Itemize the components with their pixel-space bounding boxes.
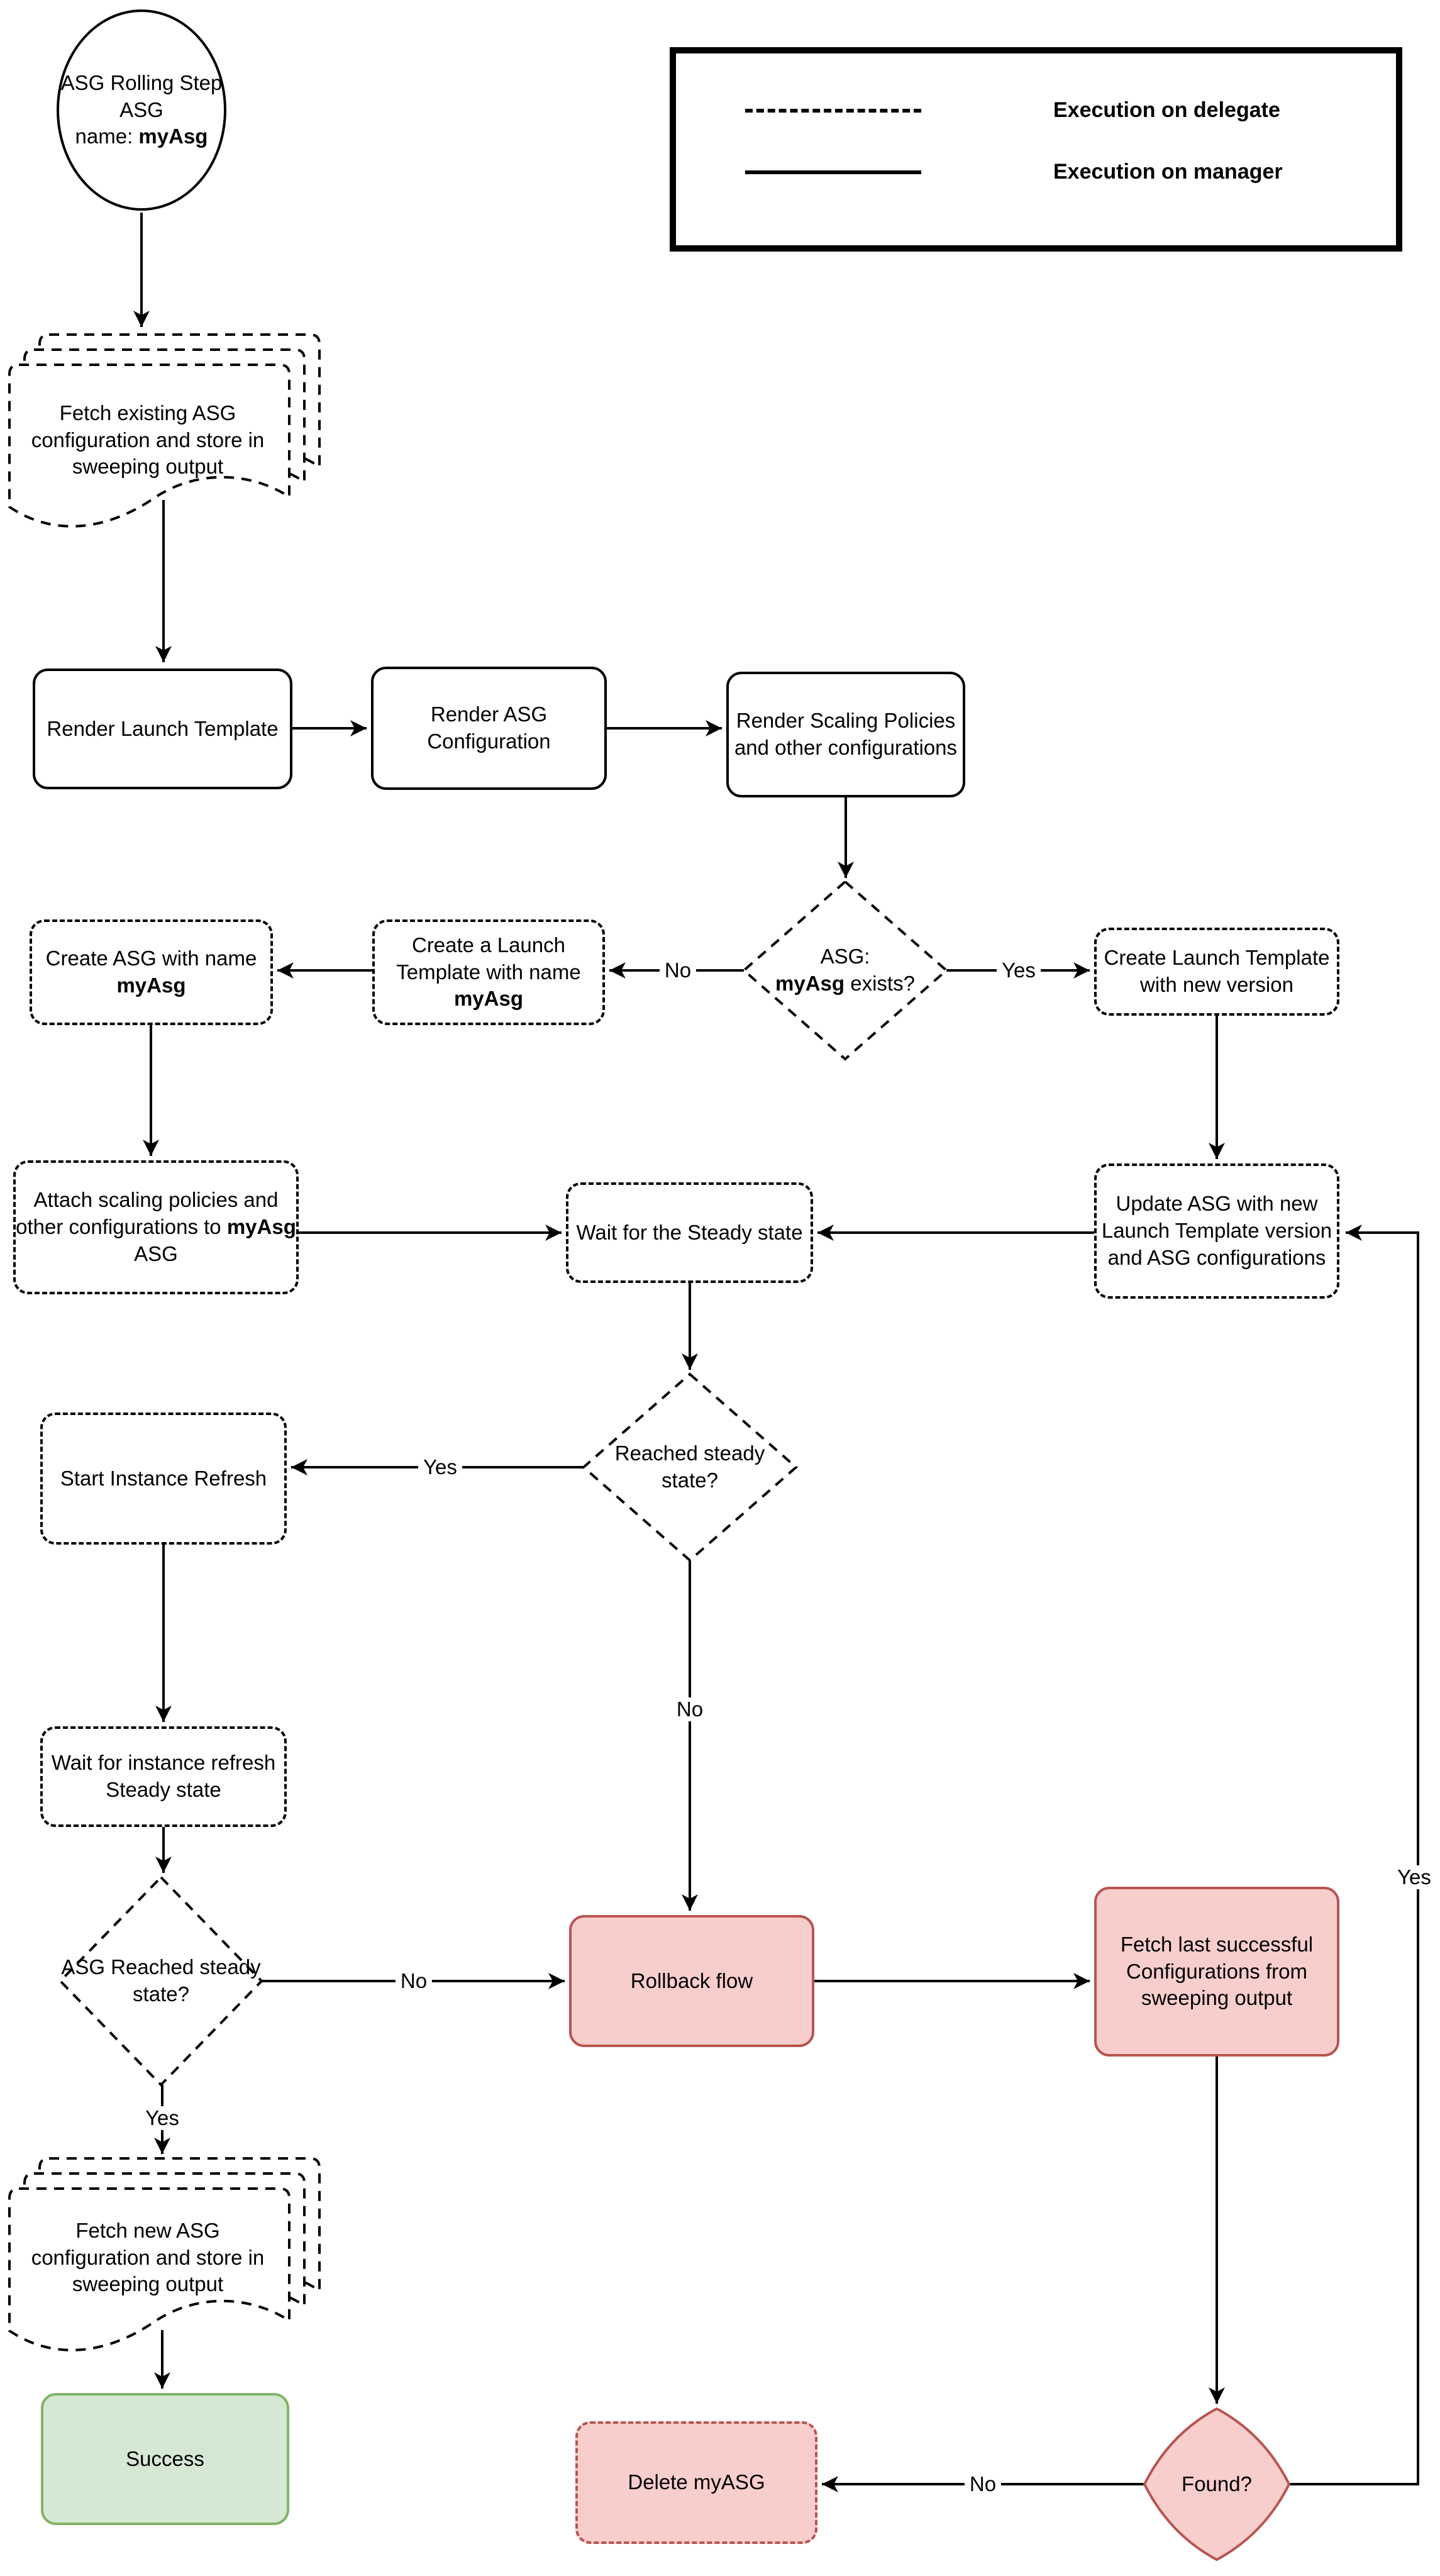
legend [670, 47, 1402, 252]
render-scaling-policies-node [726, 672, 965, 797]
edge-label-asg-reached-yes: Yes [140, 2106, 184, 2130]
asg-exists-decision-node [751, 914, 939, 1027]
delete-myasg-node [575, 2421, 817, 2544]
asg-exists-asg-name: myAsg [775, 972, 845, 995]
update-asg-node [1094, 1163, 1339, 1299]
edge-label-found-yes: Yes [1392, 1865, 1436, 1889]
dashed-line-sample-icon [745, 109, 921, 113]
legend-row-delegate [676, 91, 1396, 129]
attach-suffix: ASG [134, 1241, 178, 1265]
asg-reached-steady-state-decision-node [54, 1924, 268, 2038]
start-node-label [61, 70, 223, 151]
edge-label-found-no: No [965, 2472, 1001, 2496]
start-line2: ASG [119, 97, 163, 121]
render-launch-template-node [33, 669, 292, 789]
attach-scaling-policies-label [16, 1187, 296, 1268]
edge-label-exists-yes: Yes [997, 958, 1041, 982]
reached-steady-state-decision-node [595, 1411, 784, 1524]
asg-exists-line1: ASG: [820, 945, 870, 969]
asg-exists-decision-label [775, 943, 915, 997]
create-launch-template-new-version-node [1094, 928, 1339, 1016]
wait-instance-refresh-node [40, 1726, 287, 1827]
legend-label-manager: Execution on manager [1053, 159, 1283, 184]
create-launch-template-named-node [372, 919, 605, 1025]
create-asg-prefix: Create ASG with name [45, 947, 257, 970]
render-asg-configuration-node [371, 667, 607, 790]
create-lt-named-prefix: Create a Launch Template with name [396, 933, 581, 984]
create-asg-label [32, 945, 270, 999]
asg-reached-steady-state-label: ASG Reached steady state? [61, 1955, 261, 2006]
fetch-last-successful-label: Fetch last successful Configurations from sweeping output [1120, 1932, 1314, 2010]
create-asg-asg-name: myAsg [116, 974, 186, 997]
render-asg-configuration-label: Render ASG Configuration [427, 702, 551, 753]
reached-steady-state-label: Reached steady state? [614, 1441, 765, 1492]
found-decision-node [1148, 2440, 1286, 2528]
render-scaling-policies-label: Render Scaling Policies and other configurations [734, 709, 958, 759]
edge-label-exists-no: No [660, 958, 696, 982]
create-asg-node [30, 919, 273, 1025]
start-line3-asg-name: myAsg [138, 125, 208, 148]
success-node [41, 2393, 289, 2525]
start-line3-prefix: name: [75, 125, 139, 148]
edge-found-yes-loop [1289, 1233, 1418, 2484]
solid-line-sample-icon [745, 170, 921, 174]
attach-prefix: Attach scaling policies and other configurations to [16, 1188, 279, 1239]
create-launch-template-named-label [375, 932, 602, 1013]
asg-exists-suffix: exists? [845, 972, 915, 995]
start-instance-refresh-node [40, 1413, 287, 1545]
create-lt-named-asg-name: myAsg [453, 987, 524, 1011]
fetch-last-successful-node [1094, 1887, 1339, 2057]
wait-instance-refresh-label: Wait for instance refresh Steady state [51, 1751, 276, 1801]
update-asg-label: Update ASG with new Launch Template version and ASG configurations [1101, 1192, 1332, 1269]
fetch-new-asg-label: Fetch new ASG configuration and store in sweeping output [31, 2218, 265, 2296]
legend-row-manager [676, 153, 1396, 191]
fetch-new-asg-node [16, 2195, 280, 2321]
edge-label-asg-reached-no: No [396, 1969, 432, 1993]
fetch-existing-node [16, 374, 280, 506]
create-launch-template-new-version-label: Create Launch Template with new version [1104, 946, 1330, 996]
rollback-flow-label: Rollback flow [630, 1968, 753, 1992]
attach-scaling-policies-node [13, 1160, 299, 1294]
delete-myasg-label: Delete myASG [628, 2470, 765, 2494]
start-node [57, 9, 226, 211]
render-launch-template-label: Render Launch Template [47, 716, 279, 740]
rollback-flow-node [569, 1915, 814, 2047]
attach-asg-name: myAsg [226, 1215, 296, 1239]
success-label: Success [126, 2446, 204, 2470]
edge-label-reached-no: No [672, 1697, 708, 1721]
flow-edges [141, 213, 1418, 2484]
legend-label-delegate: Execution on delegate [1053, 97, 1280, 122]
start-instance-refresh-label: Start Instance Refresh [60, 1466, 267, 1490]
wait-steady-state-label: Wait for the Steady state [576, 1220, 803, 1244]
wait-steady-state-node [566, 1182, 813, 1283]
fetch-existing-label: Fetch existing ASG configuration and store in sweeping output [31, 401, 265, 479]
found-decision-label: Found? [1182, 2472, 1252, 2496]
edge-label-reached-yes: Yes [418, 1455, 462, 1479]
start-line1: ASG Rolling Step [60, 70, 223, 94]
